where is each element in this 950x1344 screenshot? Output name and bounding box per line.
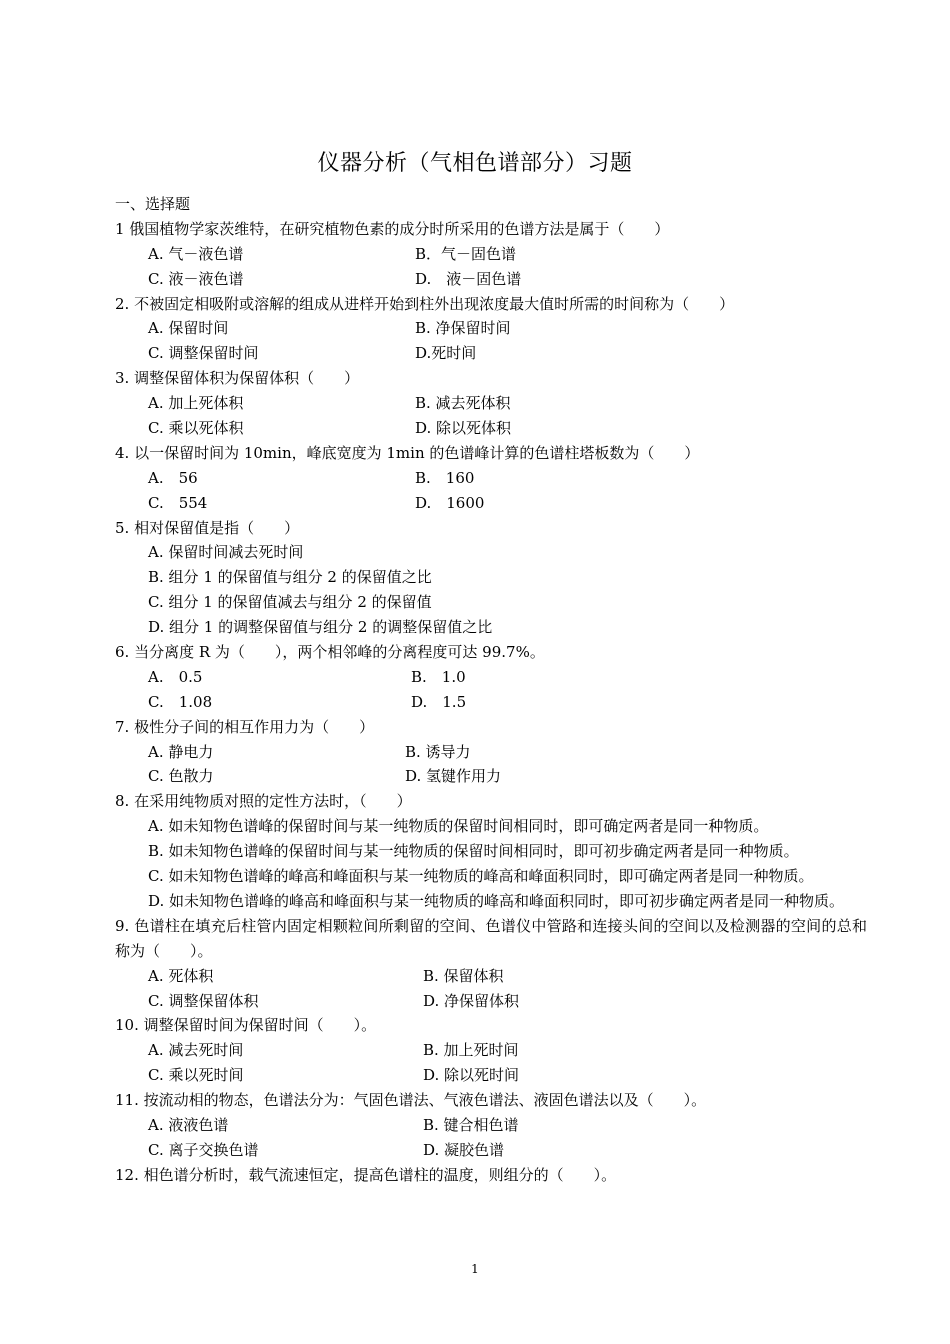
- option-b: B. 1.0: [411, 667, 466, 686]
- option-a: A. 加上死体积: [148, 394, 244, 413]
- option-c: C. 色散力: [148, 767, 214, 786]
- option-b: B. 组分 1 的保留值与组分 2 的保留值之比: [148, 568, 432, 587]
- option-row: [115, 391, 867, 416]
- document-title: 仪器分析（气相色谱部分）习题: [317, 151, 633, 176]
- option-row: [115, 466, 867, 491]
- option-c: C. 乘以死时间: [148, 1066, 244, 1085]
- option-a: A. 气－液色谱: [148, 244, 244, 263]
- question-stem: 1 俄国植物学家茨维特，在研究植物色素的成分时所采用的色谱方法是属于（ ）: [115, 219, 670, 238]
- option-c: C. 离子交换色谱: [148, 1140, 259, 1159]
- option-c: C. 液－液色谱: [148, 269, 244, 288]
- option-b: B. 诱导力: [405, 742, 471, 761]
- option-row: [115, 267, 867, 292]
- option-d: D. 1600: [415, 493, 485, 512]
- option-b: B. 160: [415, 468, 475, 487]
- option-a: A. 56: [148, 468, 198, 487]
- option-d: D. 氢键作用力: [405, 767, 502, 786]
- option-c: C. 如未知物色谱峰的峰高和峰面积与某一纯物质的峰高和峰面积同时，即可确定两者是同一种物质。: [148, 867, 814, 886]
- option-a: A. 液液色谱: [148, 1116, 229, 1135]
- question-stem: 11. 按流动相的物态，色谱法分为：气固色谱法、气液色谱法、液固色谱法以及（ ）。: [115, 1091, 707, 1110]
- option-c: C. 调整保留时间: [148, 344, 259, 363]
- option-a: A. 0.5: [148, 667, 203, 686]
- question-stem: 10. 调整保留时间为保留时间（ ）。: [115, 1016, 377, 1035]
- option-c: C. 554: [148, 493, 208, 512]
- option-b: B. 如未知物色谱峰的保留时间与某一纯物质的保留时间相同时，即可初步确定两者是同一种物质。: [148, 842, 799, 861]
- option-a: A. 死体积: [148, 966, 214, 985]
- option-row: [115, 1138, 867, 1163]
- question-stem: 8. 在采用纯物质对照的定性方法时，（ ）: [115, 792, 412, 811]
- question-stem: 4. 以一保留时间为 10min，峰底宽度为 1min 的色谱峰计算的色谱柱塔板数为（ ）: [115, 443, 700, 462]
- option-a: A. 保留时间: [148, 319, 229, 338]
- option-row: [115, 316, 867, 341]
- option-d: D. 1.5: [411, 692, 467, 711]
- option-row: [115, 242, 867, 267]
- option-c: C. 乘以死体积: [148, 419, 244, 438]
- option-a: A. 静电力: [148, 742, 214, 761]
- option-d: D. 组分 1 的调整保留值与组分 2 的调整保留值之比: [148, 618, 493, 637]
- option-row: [115, 764, 867, 789]
- option-a: A. 减去死时间: [148, 1041, 244, 1060]
- option-b: B. 加上死时间: [423, 1041, 519, 1060]
- question-stem: 3. 调整保留体积为保留体积（ ）: [115, 369, 360, 388]
- option-row: [115, 1063, 867, 1088]
- section-heading: 一、选择题: [115, 195, 191, 213]
- option-d: D. 如未知物色谱峰的峰高和峰面积与某一纯物质的峰高和峰面积同时，即可初步确定两者是同一种物质。: [148, 891, 845, 910]
- question-stem: 7. 极性分子间的相互作用力为（ ）: [115, 717, 375, 736]
- option-d: D. 液－固色谱: [415, 269, 522, 288]
- option-b: B．气－固色谱: [415, 244, 517, 263]
- question-stem: 9. 色谱柱在填充后柱管内固定相颗粒间所剩留的空间、色谱仪中管路和连接头间的空间以及检测器的空间的总和称为（ ）。: [115, 916, 867, 960]
- option-b: B. 减去死体积: [415, 394, 511, 413]
- option-b: B. 键合相色谱: [423, 1116, 519, 1135]
- option-a: A. 如未知物色谱峰的保留时间与某一纯物质的保留时间相同时，即可确定两者是同一种物质。: [148, 817, 769, 836]
- option-row: [115, 1113, 867, 1138]
- option-row: [115, 1038, 867, 1063]
- option-d: D. 凝胶色谱: [423, 1140, 505, 1159]
- option-d: D. 净保留体积: [423, 991, 520, 1010]
- option-row: [115, 416, 867, 441]
- option-a: A. 保留时间减去死时间: [148, 543, 304, 562]
- option-row: [115, 665, 867, 690]
- question-list: [115, 192, 867, 1188]
- question-stem: 2. 不被固定相吸附或溶解的组成从进样开始到柱外出现浓度最大值时所需的时间称为（ ）: [115, 294, 735, 313]
- option-c: C. 组分 1 的保留值减去与组分 2 的保留值: [148, 593, 432, 612]
- option-row: [115, 740, 867, 765]
- option-row: [115, 491, 867, 516]
- page-number: 1: [471, 1262, 479, 1276]
- option-d: D. 除以死时间: [423, 1066, 520, 1085]
- question-stem: 6. 当分离度 R 为（ ），两个相邻峰的分离程度可达 99.7%。: [115, 643, 545, 662]
- option-b: B. 保留体积: [423, 966, 504, 985]
- question-stem: 5. 相对保留值是指（ ）: [115, 518, 300, 537]
- question-stem: 12. 相色谱分析时，载气流速恒定，提高色谱柱的温度，则组分的（ ）。: [115, 1165, 617, 1184]
- option-row: [115, 341, 867, 366]
- option-b: B. 净保留时间: [415, 319, 511, 338]
- option-d: D. 除以死体积: [415, 419, 512, 438]
- option-row: [115, 690, 867, 715]
- option-c: C. 1.08: [148, 692, 213, 711]
- option-c: C. 调整保留体积: [148, 991, 259, 1010]
- option-row: [115, 964, 867, 989]
- option-d: D.死时间: [415, 344, 477, 363]
- option-row: [115, 989, 867, 1014]
